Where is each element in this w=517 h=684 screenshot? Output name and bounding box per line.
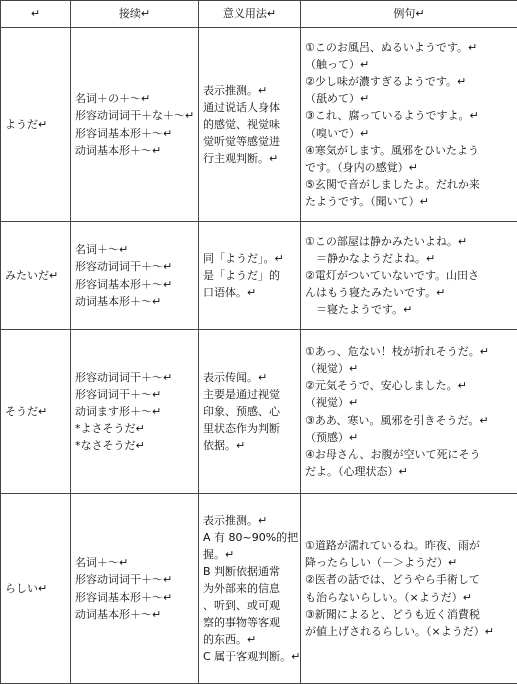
example-line: たようです。（聞いて）↵: [305, 193, 513, 210]
example-line: んはもう寝たみたいです。↵: [305, 284, 513, 301]
example-line: （预感）↵: [305, 429, 513, 446]
example-line: です。（身内の感覚）↵: [305, 159, 513, 176]
connection-cell: [71, 494, 199, 684]
connection-line: 动词基本形＋～↵: [75, 142, 194, 159]
meaning-cell: [199, 330, 301, 494]
example-line: ①このお風呂、ぬるいようです。↵: [305, 39, 513, 56]
meaning-line: 行主观判断。↵: [203, 150, 296, 167]
meaning-cell: [199, 222, 301, 330]
meaning-line: 表示传闻。↵: [203, 369, 296, 386]
example-line: （嗅いで）↵: [305, 125, 513, 142]
table-body: [1, 28, 517, 684]
example-line: 降ったらしい（－＞ようだ）↵: [305, 554, 513, 571]
example-line: ①あっ、危ない！枝が折れそうだ。↵: [305, 343, 513, 360]
grammar-term: みたいだ↵: [1, 222, 71, 330]
example-line: （视觉）↵: [305, 360, 513, 377]
example-line: も治らないらしい。（×ようだ）↵: [305, 589, 513, 606]
example-line: （舐めて）↵: [305, 90, 513, 107]
meaning-line: 通过说话人身体: [203, 99, 296, 116]
connection-cell: [71, 222, 199, 330]
meaning-line: 察的事物等客观: [203, 614, 296, 631]
examples-cell: [301, 330, 517, 494]
meaning-line: C 属于客观判断。↵: [203, 648, 296, 665]
grammar-term: ようだ↵: [1, 28, 71, 222]
meaning-cell: [199, 494, 301, 684]
table-row: [1, 28, 517, 222]
connection-cell: [71, 28, 199, 222]
meaning-line: 是「ようだ」的: [203, 267, 296, 284]
meaning-line: 口语体。↵: [203, 284, 296, 301]
meaning-line: A 有 80~90%的把: [203, 529, 296, 546]
meaning-line: 为外部来的信息: [203, 580, 296, 597]
connection-line: 形容词词干＋～↵: [75, 386, 194, 403]
connection-line: *なさそうだ↵: [75, 437, 194, 454]
grammar-term: らしい↵: [1, 494, 71, 684]
connection-line: 形容词基本形＋～↵: [75, 589, 194, 606]
meaning-line: 同「ようだ」。↵: [203, 250, 296, 267]
connection-line: 形容词基本形＋～↵: [75, 125, 194, 142]
connection-cell: [71, 330, 199, 494]
example-line: ④お母さん、お腹が空いて死にそう: [305, 446, 513, 463]
example-line: ②元気そうで、安心しました。↵: [305, 377, 513, 394]
connection-line: 动词基本形＋～↵: [75, 606, 194, 623]
table-row: [1, 330, 517, 494]
meaning-line: 的东西。↵: [203, 631, 296, 648]
connection-line: 形容动词词干＋～↵: [75, 258, 194, 275]
header-connection: 接续↵: [71, 1, 199, 28]
meaning-line: 的感觉、视觉味: [203, 116, 296, 133]
meaning-line: 、听到、或可观: [203, 597, 296, 614]
example-line: ②少し味が濃すぎるようです。↵: [305, 73, 513, 90]
example-line: ②電灯がついていないです。山田さ: [305, 267, 513, 284]
example-line: ＝寝たようです。↵: [305, 301, 513, 318]
example-line: だよ。（心理状态）↵: [305, 463, 513, 480]
example-line: ①この部屋は静かみたいよね。↵: [305, 233, 513, 250]
header-blank: ↵: [1, 1, 71, 28]
connection-line: 形容词基本形＋～↵: [75, 276, 194, 293]
meaning-line: 依据。↵: [203, 437, 296, 454]
examples-cell: [301, 222, 517, 330]
example-line: ④寒気がします。風邪をひいたよう: [305, 142, 513, 159]
connection-line: 形容动词词干＋～↵: [75, 571, 194, 588]
meaning-line: B 判断依据通常: [203, 563, 296, 580]
grammar-term: そうだ↵: [1, 330, 71, 494]
example-line: ②医者の話では、どうやら手術して: [305, 571, 513, 588]
meaning-line: 觉听觉等感觉进: [203, 133, 296, 150]
example-line: ③新聞によると、どうも近く消費税: [305, 606, 513, 623]
connection-line: 名词＋の＋～↵: [75, 90, 194, 107]
connection-line: *よさそうだ↵: [75, 420, 194, 437]
example-line: （视觉）↵: [305, 394, 513, 411]
meaning-line: 握。↵: [203, 546, 296, 563]
meaning-line: 表示推测。↵: [203, 82, 296, 99]
example-line: ①道路が濡れているね。昨夜、雨が: [305, 537, 513, 554]
meaning-cell: [199, 28, 301, 222]
example-line: ⑤玄関で音がしましたよ。だれか来: [305, 176, 513, 193]
example-line: （触って）↵: [305, 56, 513, 73]
example-line: が値上げされるらしい。（×ようだ）↵: [305, 623, 513, 640]
connection-line: 形容动词词干＋～↵: [75, 369, 194, 386]
connection-line: 形容动词词干＋な＋～↵: [75, 107, 194, 124]
table-row: [1, 494, 517, 684]
example-line: ③これ、腐っているようですよ。↵: [305, 107, 513, 124]
meaning-line: 表示推测。↵: [203, 512, 296, 529]
examples-cell: [301, 494, 517, 684]
meaning-line: 里状态作为判断: [203, 420, 296, 437]
connection-line: 动词ます形＋～↵: [75, 403, 194, 420]
connection-line: 动词基本形＋～↵: [75, 293, 194, 310]
example-line: ＝静かなようだよね。↵: [305, 250, 513, 267]
header-examples: 例句↵: [301, 1, 517, 28]
meaning-line: 主要是通过视觉: [203, 386, 296, 403]
meaning-line: 印象、预感、心: [203, 403, 296, 420]
examples-cell: [301, 28, 517, 222]
table-row: [1, 222, 517, 330]
header-meaning: 意义用法↵: [199, 1, 301, 28]
header-row: [1, 1, 517, 28]
connection-line: 名词＋～↵: [75, 241, 194, 258]
example-line: ③ああ、寒い。風邪を引きそうだ。↵: [305, 412, 513, 429]
connection-line: 名词＋～↵: [75, 554, 194, 571]
